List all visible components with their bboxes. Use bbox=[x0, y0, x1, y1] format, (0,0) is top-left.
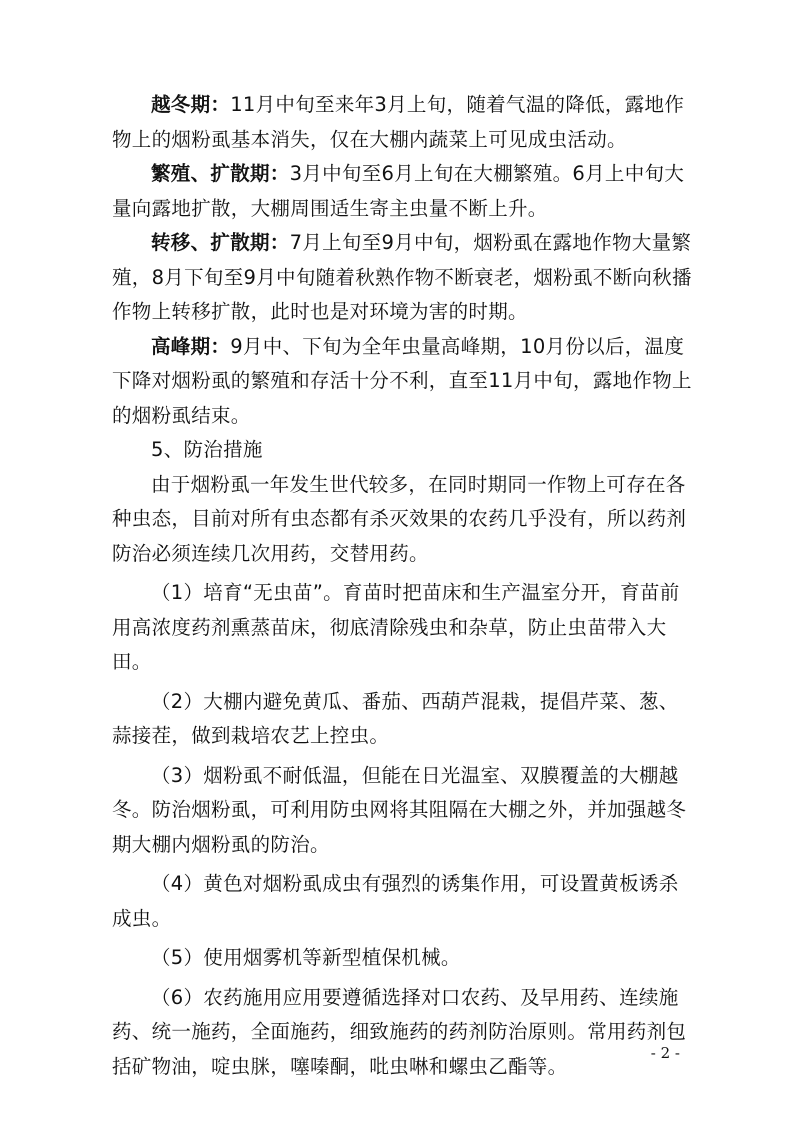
measure-item: （1）培育“无虫苗”。育苗时把苗床和生产温室分开，育苗前用高浓度药剂熏蒸苗床，彻底清除残虫和杂草，防止虫苗带入大田。 bbox=[112, 581, 680, 673]
section-heading: 5、防治措施 bbox=[151, 438, 263, 461]
measure-item: （5）使用烟雾机等新型植保机械。 bbox=[151, 946, 461, 969]
stage-label: 繁殖、扩散期： bbox=[151, 162, 290, 185]
stage-overwintering bbox=[112, 88, 692, 157]
section-intro: 由于烟粉虱一年发生世代较多，在同时期同一作物上可存在各种虫态，目前对所有虫态都有杀灭效果的农药几乎没有，所以药剂防治必须连续几次用药，交替用药。 bbox=[112, 472, 687, 565]
measure-item: （6）农药施用应用要遵循选择对口农药、及早用药、连续施药、统一施药，全面施药，细致施药的药剂防治原则。常用药剂包括矿物油，啶虫脒，噻嗪酮，吡虫啉和螺虫乙酯等。 bbox=[112, 985, 687, 1078]
document-body bbox=[112, 88, 692, 1084]
stage-label: 高峰期： bbox=[151, 334, 231, 358]
measure-item: （3）烟粉虱不耐低温，但能在日光温室、双膜覆盖的大棚越冬。防治烟粉虱，可利用防虫网将其阻隔在大棚之外，并加强越冬期大棚内烟粉虱的防治。 bbox=[112, 763, 687, 856]
page-number: - 2 - bbox=[650, 1044, 680, 1062]
stage-text: 11月中旬至来年3月上旬，随着气温的降低，露地作物上的烟粉虱基本消失，仅在大棚内蔬菜上可见成虫活动。 bbox=[112, 93, 685, 151]
measure-item: （2）大棚内避免黄瓜、番茄、西葫芦混栽，提倡芹菜、葱、蒜接茬，做到栽培农艺上控虫。 bbox=[112, 689, 679, 747]
stage-text: 3月中旬至6月上旬在大棚繁殖。6月上中旬大量向露地扩散，大棚周围适生寄主虫量不断上升。 bbox=[112, 162, 685, 220]
measure-item: （4）黄色对烟粉虱成虫有强烈的诱集作用，可设置黄板诱杀成虫。 bbox=[112, 872, 679, 930]
stage-text: 9月中、下旬为全年虫量高峰期，10月份以后，温度下降对烟粉虱的繁殖和存活十分不利，直至11月中旬，露地作物上的烟粉虱结束。 bbox=[112, 334, 692, 427]
stage-label: 越冬期： bbox=[151, 93, 231, 116]
stage-breeding-spread bbox=[112, 157, 692, 226]
stage-transfer-spread bbox=[112, 226, 692, 330]
stage-text: 7月上旬至9月中旬，烟粉虱在露地作物大量繁殖，8月下旬至9月中旬随着秋熟作物不断衰老，烟粉虱不断向秋播作物上转移扩散，此时也是对环境为害的时期。 bbox=[112, 231, 692, 323]
stage-peak bbox=[112, 330, 692, 434]
stage-label: 转移、扩散期： bbox=[151, 231, 290, 254]
